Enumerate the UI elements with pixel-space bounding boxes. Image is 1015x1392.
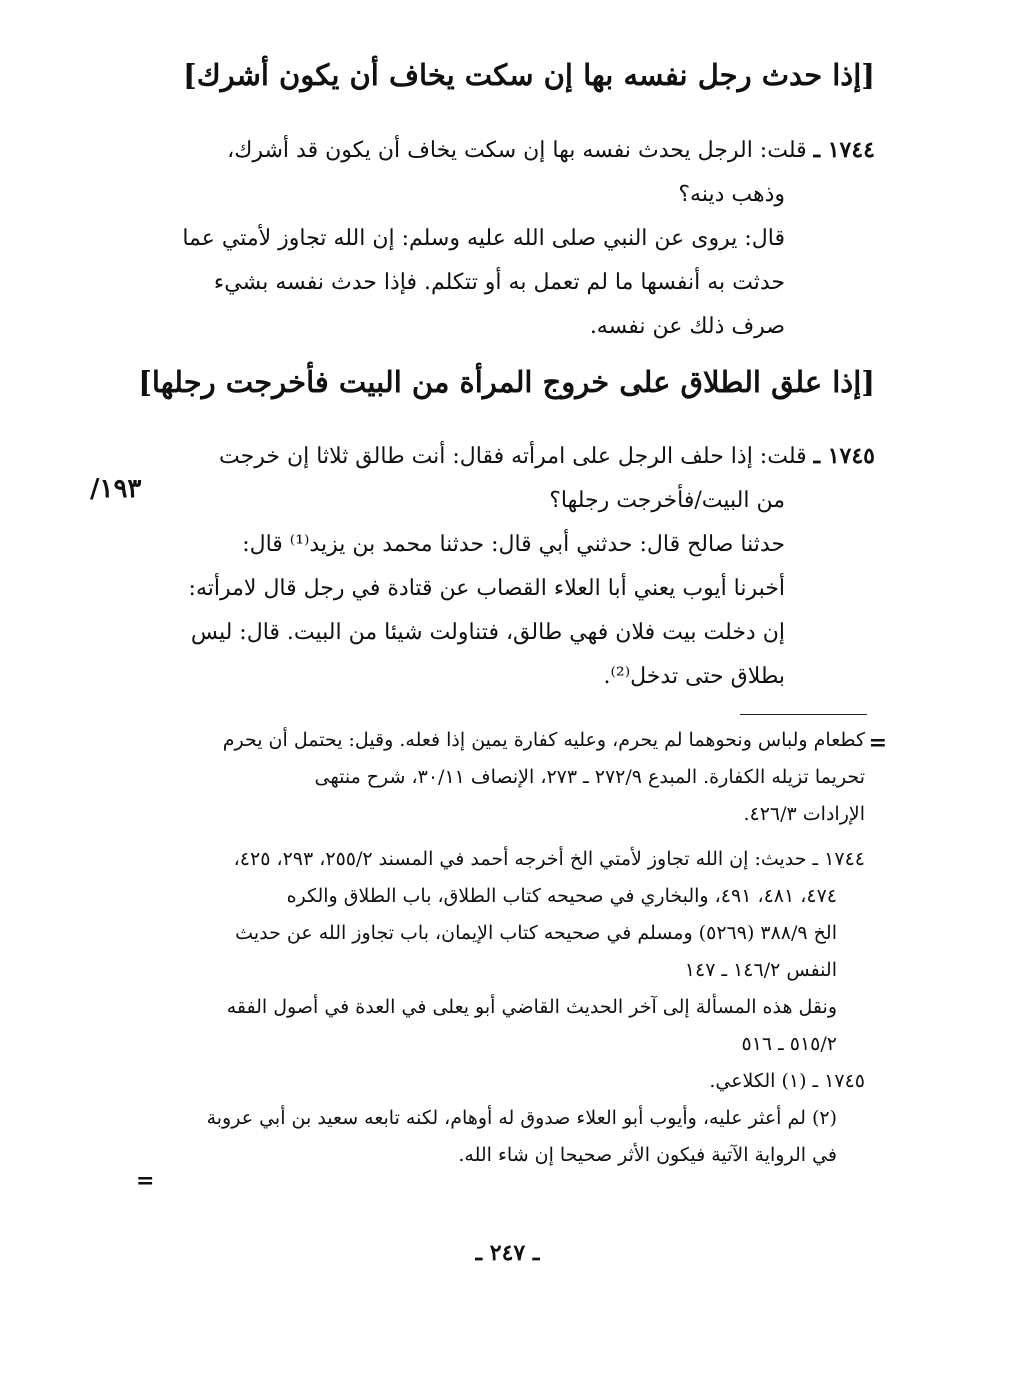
- footnote-line: ٥١٥/٢ ـ ٥١٦: [741, 1033, 837, 1055]
- footnote-line: كطعام ولباس ونحوهما لم يحرم، وعليه كفارة يمين إذا فعله. وقيل: يحتمل أن يحرم: [222, 729, 865, 751]
- footnote-line: (٢) لم أعثر عليه، وأيوب أبو العلاء صدوق له أوهام، لكنه تابعه سعيد بن أبي عروبة: [206, 1107, 837, 1129]
- footnote-line: تحريما تزيله الكفارة. المبدع ٢٧٢/٩ ـ ٢٧٣، الإنصاف ٣٠/١١، شرح منتهى: [314, 766, 865, 788]
- entry-line: إن دخلت بيت فلان فهي طالق، فتناولت شيئا من البيت. قال: ليس: [190, 620, 785, 645]
- footnotes: [165, 722, 865, 1174]
- footnote-line: ونقل هذه المسألة إلى آخر الحديث القاضي أبو يعلى في العدة في أصول الفقه: [226, 996, 837, 1018]
- entry-line: بطلاق حتى تدخل⁽²⁾.: [603, 664, 785, 689]
- footnote-line: الإرادات ٤٢٦/٣.: [743, 803, 865, 825]
- footnote-line: في الرواية الآتية فيكون الأثر صحيحا إن شاء الله.: [458, 1144, 837, 1166]
- entry-line: وذهب دينه؟: [678, 182, 785, 207]
- footnote-line: ٤٧٤، ٤٨١، ٤٩١، والبخاري في صحيحه كتاب الطلاق، باب الطلاق والكره: [286, 885, 837, 907]
- entry-number: ١٧٤٥ ـ: [813, 443, 875, 469]
- footnote-line: ١٧٤٥ ـ (١) الكلاعي.: [709, 1070, 865, 1092]
- entry-line: ١٧٤٥ ـ قلت: إذا حلف الرجل على امرأته فقال: أنت طالق ثلاثا إن خرجت: [219, 443, 875, 469]
- continuation-mark-end: =: [136, 1168, 155, 1194]
- footnote-separator: [740, 714, 867, 715]
- continuation-mark: =: [868, 730, 887, 756]
- entry-1745: [135, 434, 875, 699]
- footnote-line: ١٧٤٤ ـ حديث: إن الله تجاوز لأمتي الخ أخرجه أحمد في المسند ٢٥٥/٢، ٢٩٣، ٤٢٥،: [233, 848, 865, 870]
- manuscript-page-marker: /١٩٣: [90, 474, 142, 504]
- entry-number: ١٧٤٤ ـ: [813, 137, 875, 163]
- page-number: ـ ٢٤٧ ـ: [475, 1240, 540, 1266]
- section-heading-1745: [إذا علق الطلاق على خروج المرأة من البيت فأخرجت رجلها]: [138, 365, 875, 399]
- entry-line: حدثت به أنفسها ما لم تعمل به أو تتكلم. فإذا حدث نفسه بشيء: [213, 270, 785, 295]
- footnote-line: النفس ١٤٦/٢ ـ ١٤٧: [684, 959, 837, 981]
- entry-line: صرف ذلك عن نفسه.: [589, 314, 785, 339]
- entry-line: من البيت/فأخرجت رجلها؟: [549, 488, 785, 513]
- entry-line: قال: يروى عن النبي صلى الله عليه وسلم: إن الله تجاوز لأمتي عما: [182, 226, 785, 251]
- entry-1744: [135, 128, 875, 349]
- entry-line: حدثنا صالح قال: حدثني أبي قال: حدثنا محمد بن يزيد⁽¹⁾ قال:: [242, 532, 785, 557]
- entry-line: أخبرنا أيوب يعني أبا العلاء القصاب عن قتادة في رجل قال لامرأته:: [188, 576, 785, 601]
- footnote-line: الخ ٣٨٨/٩ (٥٢٦٩) ومسلم في صحيحه كتاب الإيمان، باب تجاوز الله عن حديث: [235, 922, 837, 944]
- section-heading-1744: [إذا حدث رجل نفسه بها إن سكت يخاف أن يكون أشرك]: [182, 58, 875, 92]
- entry-line: ١٧٤٤ ـ قلت: الرجل يحدث نفسه بها إن سكت يخاف أن يكون قد أشرك،: [227, 137, 875, 163]
